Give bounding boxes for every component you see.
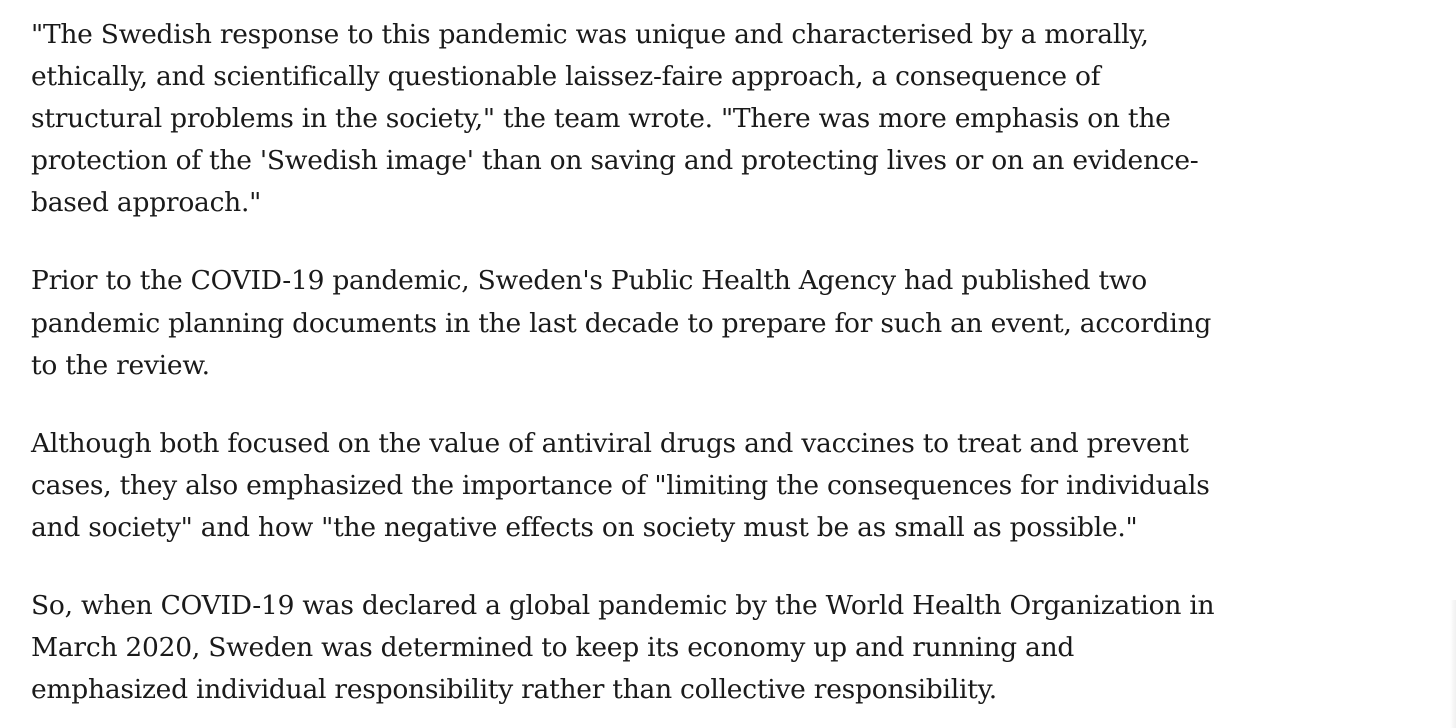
text-line: emphasized individual responsibility rather than collective responsibility. <box>31 674 997 706</box>
text-line: to the review. <box>31 349 210 381</box>
text-line: Prior to the COVID-19 pandemic, Sweden's Public Health Agency had published two <box>31 265 1147 297</box>
text-line: cases, they also emphasized the importance of "limiting the consequences for individuals <box>31 469 1210 501</box>
paragraph-swedish-response <box>31 14 1199 224</box>
text-line: based approach." <box>31 187 262 219</box>
paragraph-global-pandemic <box>31 585 1215 711</box>
text-line: "The Swedish response to this pandemic was unique and characterised by a morally, <box>31 19 1149 50</box>
text-line: pandemic planning documents in the last decade to prepare for such an event, according <box>31 307 1212 339</box>
page-edge-shadow <box>1450 600 1456 728</box>
text-line: protection of the 'Swedish image' than on saving and protecting lives or on an evidence- <box>31 145 1199 177</box>
text-line: March 2020, Sweden was determined to keep its economy up and running and <box>31 632 1075 664</box>
text-line: ethically, and scientifically questionable laissez-faire approach, a consequence of <box>31 61 1101 93</box>
paragraph-antiviral-focus <box>31 423 1210 549</box>
text-line: So, when COVID-19 was declared a global pandemic by the World Health Organization in <box>31 590 1215 622</box>
text-line: and society" and how "the negative effects on society must be as small as possible." <box>31 511 1138 543</box>
text-line: structural problems in the society," the team wrote. "There was more emphasis on the <box>31 103 1171 135</box>
text-line: Although both focused on the value of antiviral drugs and vaccines to treat and prevent <box>31 427 1189 459</box>
paragraph-planning-documents <box>31 260 1212 386</box>
article-body <box>31 14 1215 711</box>
